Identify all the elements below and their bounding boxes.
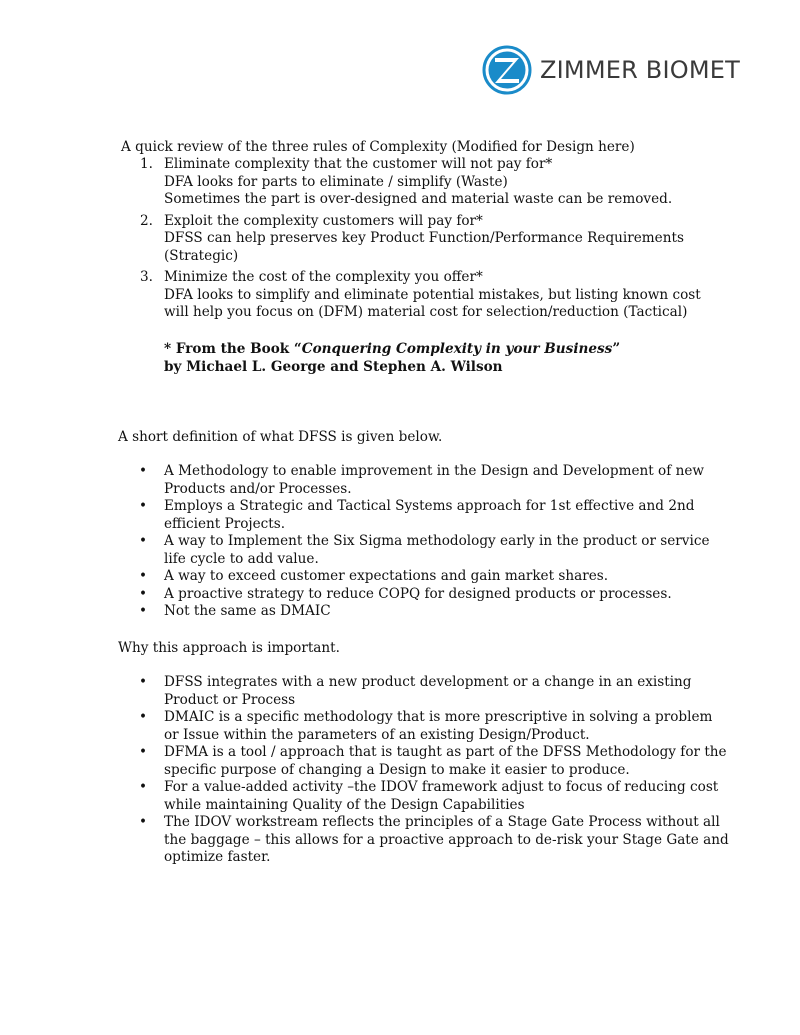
bullet-icon: • bbox=[139, 568, 148, 584]
rule-line: will help you focus on (DFM) material cost for selection/reduction (Tactical) bbox=[164, 304, 688, 320]
book-prefix: * From the Book “ bbox=[164, 341, 302, 357]
list-item-line: optimize faster. bbox=[164, 849, 271, 865]
dfss-list-item bbox=[117, 533, 710, 568]
bullet-icon: • bbox=[139, 814, 148, 830]
dfss-list-item bbox=[117, 586, 697, 604]
list-item-line: Not the same as DMAIC bbox=[164, 603, 331, 619]
rule-line: (Strategic) bbox=[164, 247, 239, 264]
dfss-list-item bbox=[117, 568, 697, 586]
bullet-icon: • bbox=[139, 779, 148, 795]
rule-line: Eliminate complexity that the customer will not pay for* bbox=[164, 156, 553, 172]
list-item-line: Products and/or Processes. bbox=[164, 480, 352, 497]
zimmer-biomet-z-logo-icon bbox=[482, 45, 532, 95]
list-item-line: DFSS integrates with a new product development or a change in an existing bbox=[164, 674, 692, 690]
why-list-item bbox=[117, 814, 729, 867]
list-item-line: specific purpose of changing a Design to make it easier to produce. bbox=[164, 761, 630, 778]
bullet-icon: • bbox=[139, 709, 148, 725]
list-item-line: the baggage – this allows for a proactive approach to de-risk your Stage Gate and bbox=[164, 831, 729, 848]
list-item-line: The IDOV workstream reflects the principles of a Stage Gate Process without all bbox=[164, 814, 720, 830]
rule-line: DFA looks for parts to eliminate / simplify (Waste) bbox=[164, 173, 508, 190]
why-list bbox=[117, 674, 729, 867]
book-title: Conquering Complexity in your Business bbox=[301, 341, 613, 357]
list-item-line: A way to exceed customer expectations and gain market shares. bbox=[164, 568, 609, 584]
rule-line: Sometimes the part is over-designed and material waste can be removed. bbox=[164, 191, 673, 207]
dfss-definition-list bbox=[117, 463, 710, 621]
rule-line: Exploit the complexity customers will pay for* bbox=[164, 212, 483, 229]
list-item-line: while maintaining Quality of the Design Capabilities bbox=[164, 796, 525, 813]
bullet-icon: • bbox=[139, 498, 148, 514]
list-item-line: efficient Projects. bbox=[164, 515, 286, 532]
rule-number: 1. bbox=[140, 156, 153, 172]
book-authors: by Michael L. George and Stephen A. Wilson bbox=[164, 359, 503, 375]
company-logo bbox=[482, 44, 772, 96]
rule-item bbox=[117, 269, 701, 322]
rule-number: 2. bbox=[140, 212, 153, 229]
rule-number: 3. bbox=[140, 269, 153, 285]
bullet-icon: • bbox=[139, 603, 148, 619]
list-item-line: Employs a Strategic and Tactical Systems approach for 1st effective and 2nd bbox=[164, 498, 695, 514]
dfss-list-item bbox=[117, 603, 697, 621]
list-item-line: DFMA is a tool / approach that is taught as part of the DFSS Methodology for the bbox=[164, 744, 727, 760]
logo-text: ZIMMER BIOMET bbox=[540, 56, 740, 84]
why-list-item bbox=[117, 709, 713, 744]
rule-line: Minimize the cost of the complexity you offer* bbox=[164, 269, 483, 285]
book-suffix: ” bbox=[612, 341, 621, 357]
why-list-item bbox=[117, 744, 727, 779]
list-item-line: DMAIC is a specific methodology that is more prescriptive in solving a problem bbox=[164, 709, 713, 725]
list-item-line: A way to Implement the Six Sigma methodology early in the product or service bbox=[164, 533, 710, 549]
why-list-item bbox=[117, 779, 719, 814]
why-list-item bbox=[117, 674, 697, 709]
bullet-icon: • bbox=[139, 744, 148, 760]
bullet-icon: • bbox=[139, 533, 148, 549]
bullet-icon: • bbox=[139, 674, 148, 690]
dfss-definition-heading: A short definition of what DFSS is given below. bbox=[118, 429, 443, 445]
list-item-line: For a value-added activity –the IDOV framework adjust to focus of reducing cost bbox=[164, 779, 719, 795]
rule-item bbox=[117, 212, 684, 266]
bullet-icon: • bbox=[139, 463, 148, 479]
rule-line: DFA looks to simplify and eliminate potential mistakes, but listing known cost bbox=[164, 286, 701, 303]
bullet-icon: • bbox=[139, 585, 148, 602]
list-item-line: A proactive strategy to reduce COPQ for designed products or processes. bbox=[164, 585, 672, 602]
dfss-list-item bbox=[117, 498, 697, 533]
list-item-line: A Methodology to enable improvement in the Design and Development of new bbox=[164, 463, 705, 479]
why-heading: Why this approach is important. bbox=[118, 640, 340, 656]
list-item-line: or Issue within the parameters of an existing Design/Product. bbox=[164, 726, 590, 743]
list-item-line: Product or Process bbox=[164, 691, 296, 708]
book-citation bbox=[164, 340, 620, 376]
list-item-line: life cycle to add value. bbox=[164, 550, 319, 567]
rule-line: DFSS can help preserves key Product Function/Performance Requirements bbox=[164, 230, 684, 246]
intro-text: A quick review of the three rules of Complexity (Modified for Design here) bbox=[121, 139, 635, 155]
dfss-list-item bbox=[117, 463, 705, 498]
rule-item bbox=[117, 156, 677, 209]
complexity-rules-list bbox=[117, 156, 701, 326]
